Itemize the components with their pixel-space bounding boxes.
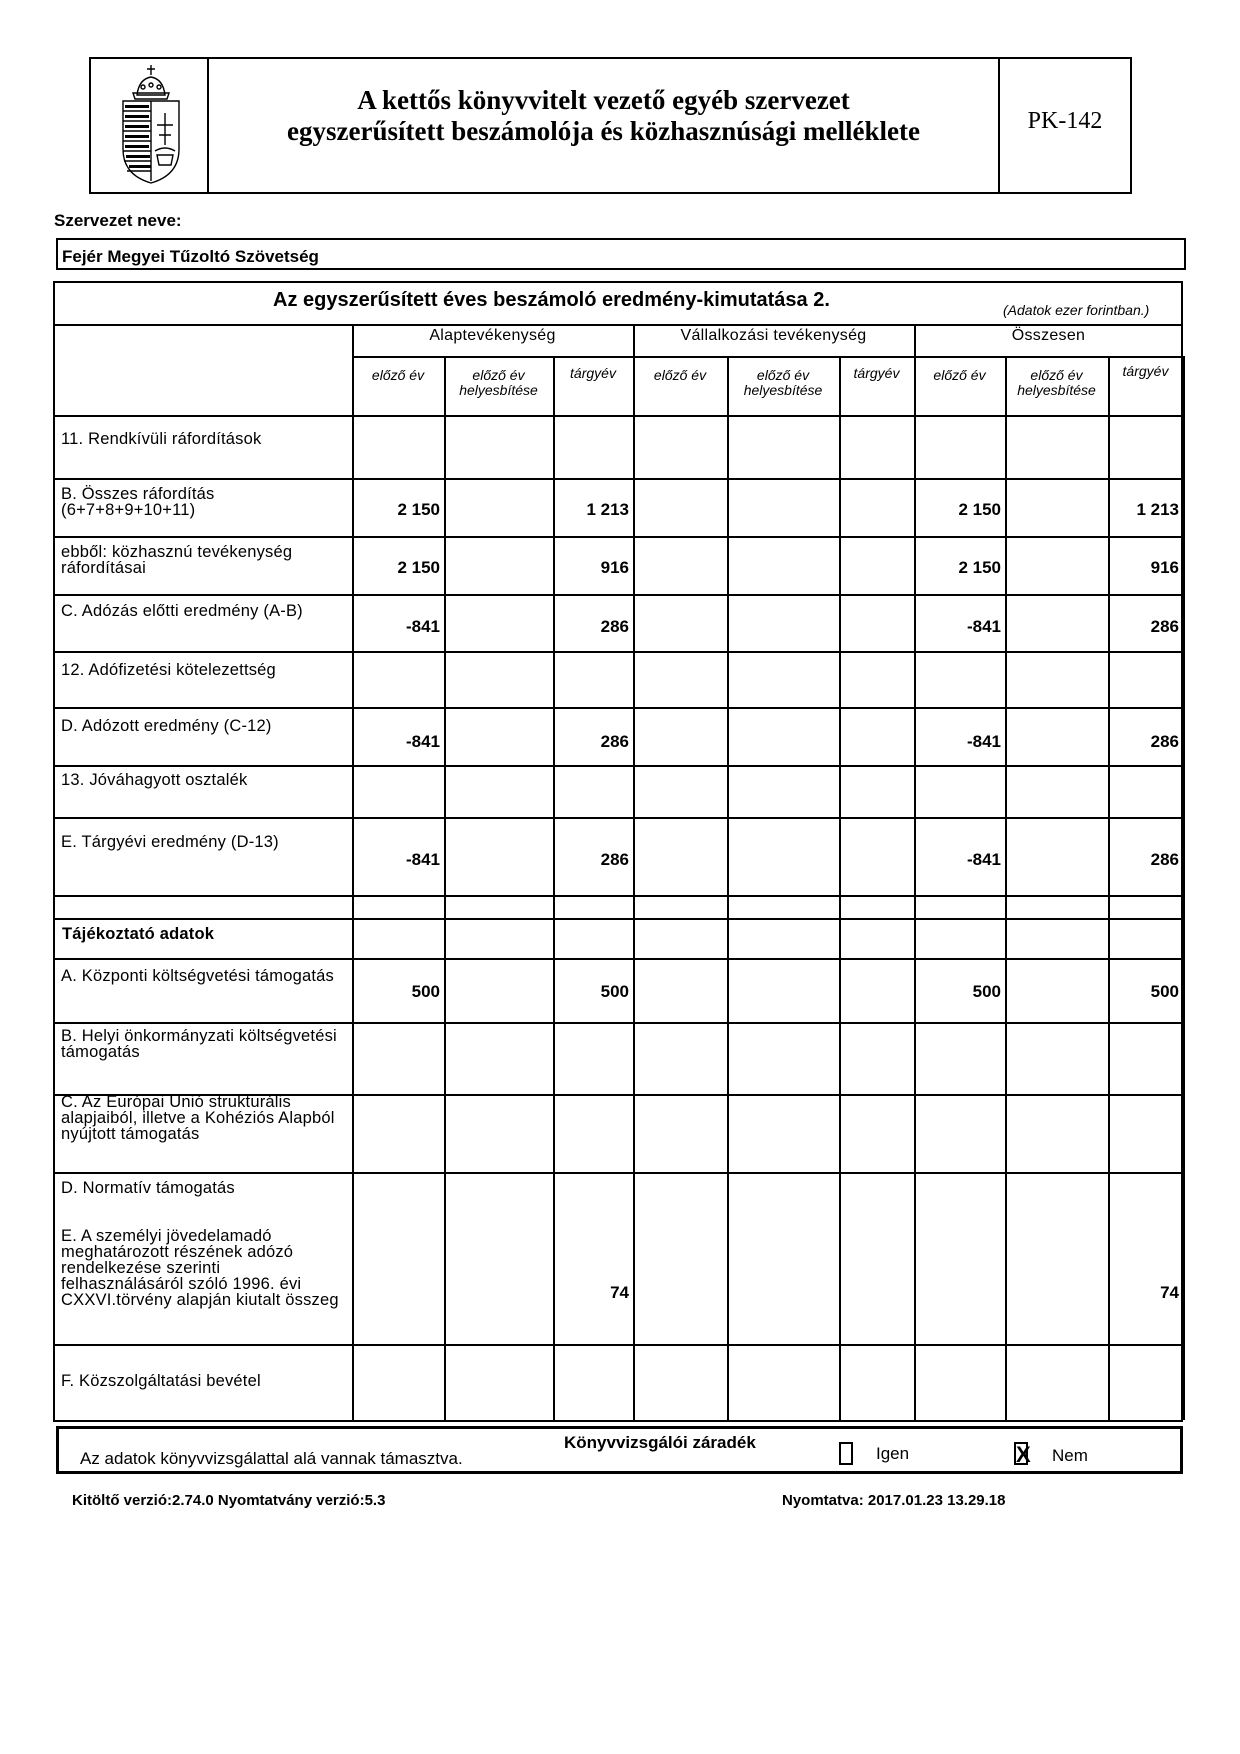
form-title-line2: egyszerűsített beszámolója és közhasznúsági melléklete	[287, 116, 920, 146]
version-info: Kitöltő verzió:2.74.0 Nyomtatvány verzió:5.3	[72, 1492, 386, 1509]
statement-title: Az egyszerűsített éves beszámoló eredmény-kimutatása 2.	[273, 289, 830, 311]
info-value-cell: 500	[972, 982, 1001, 1001]
form-title	[209, 85, 998, 147]
info-row-label: F. Közszolgáltatási bevétel	[61, 1372, 261, 1390]
no-check-mark: X	[1016, 1442, 1031, 1467]
statement-value-cell: 2 150	[958, 558, 1001, 577]
statement-row-label: 12. Adófizetési kötelezettség	[61, 661, 276, 679]
form-header	[89, 57, 1132, 194]
audit-clause-box	[56, 1426, 1183, 1474]
statement-value-cell: 286	[600, 617, 629, 636]
audit-no-checkbox[interactable]	[1014, 1442, 1031, 1467]
statement-value-cell: -841	[405, 617, 440, 636]
column-subheader: előző év helyesbítése	[743, 367, 823, 398]
info-value-cell: 74	[610, 1283, 629, 1302]
print-timestamp: Nyomtatva: 2017.01.23 13.29.18	[782, 1492, 1006, 1509]
statement-value-cell: 2 150	[958, 500, 1001, 519]
statement-value-cell: 916	[1150, 558, 1179, 577]
statement-value-cell: 286	[1150, 732, 1179, 751]
group-header-vallalkozasi: Vállalkozási tevékenység	[680, 327, 867, 344]
statement-value-cell: 1 213	[586, 500, 629, 519]
coat-of-arms-icon	[117, 65, 185, 185]
organization-name: Fejér Megyei Tűzoltó Szövetség	[62, 247, 319, 266]
audit-yes-checkbox[interactable]	[839, 1442, 853, 1465]
audit-no-label: Nem	[1052, 1446, 1088, 1465]
statement-value-cell: 286	[600, 732, 629, 751]
form-code: PK-142	[1027, 108, 1103, 134]
column-subheader: előző év helyesbítése	[459, 367, 538, 398]
organization-name-field	[56, 238, 1186, 270]
statement-value-cell: 1 213	[1136, 500, 1179, 519]
column-subheader: előző év	[933, 367, 986, 383]
column-subheader: tárgyév	[853, 365, 900, 381]
info-row-label: A. Központi költségvetési támogatás	[61, 967, 334, 985]
statement-row-label: D. Adózott eredmény (C-12)	[61, 717, 272, 735]
column-subheader: tárgyév	[570, 365, 616, 381]
statement-row-label: C. Adózás előtti eredmény (A-B)	[61, 602, 303, 620]
organization-label: Szervezet neve:	[54, 211, 182, 230]
statement-value-cell: 2 150	[397, 558, 440, 577]
statement-value-cell: 286	[1150, 617, 1179, 636]
info-row-label: C. Az Európai Unió strukturális alapjaiból, illetve a Kohéziós Alapból nyújtott támogatás	[61, 1093, 335, 1143]
statement-row-label: ebből: közhasznú tevékenység ráfordításai	[61, 543, 293, 577]
statement-value-cell: -841	[966, 850, 1001, 869]
group-header-osszesen: Összesen	[1011, 327, 1086, 344]
statement-row-label: 11. Rendkívüli ráfordítások	[61, 430, 262, 448]
unit-note: (Adatok ezer forintban.)	[1003, 302, 1150, 318]
audit-yes-label: Igen	[876, 1444, 910, 1463]
form-title-line1: A kettős könyvvitelt vezető egyéb szervezet	[357, 85, 850, 115]
info-row-label: E. A személyi jövedelamadó meghatározott részének adózó rendelkezése szerinti felhasználásáról szóló 1996. évi CXXVI.törvény alapján kiutalt összeg	[61, 1227, 339, 1309]
statement-row-label: E. Tárgyévi eredmény (D-13)	[61, 833, 279, 851]
statement-value-cell: -841	[966, 617, 1001, 636]
column-subheader: előző év helyesbítése	[1017, 367, 1096, 398]
audit-title: Könyvvizsgálói záradék	[564, 1433, 756, 1452]
info-value-cell: 500	[411, 982, 440, 1001]
statement-value-cell: 2 150	[397, 500, 440, 519]
statement-value-cell: 286	[1150, 850, 1179, 869]
column-subheader: előző év	[653, 367, 707, 383]
info-row-label: B. Helyi önkormányzati költségvetési támogatás	[61, 1027, 337, 1061]
info-section-title: Tájékoztató adatok	[62, 925, 215, 943]
audit-statement: Az adatok könyvvizsgálattal alá vannak támasztva.	[80, 1449, 463, 1468]
info-value-cell: 74	[1160, 1283, 1179, 1302]
statement-value-cell: -841	[405, 732, 440, 751]
info-row-label: D. Normatív támogatás	[61, 1179, 235, 1197]
group-header-alaptevekenyseg: Alaptevékenység	[429, 327, 556, 344]
statement-value-cell: 916	[600, 558, 629, 577]
statement-row-label: 13. Jóváhagyott osztalék	[61, 771, 248, 789]
info-value-cell: 500	[600, 982, 629, 1001]
statement-value-cell: -841	[966, 732, 1001, 751]
column-subheader: tárgyév	[1122, 363, 1169, 379]
statement-value-cell: 286	[600, 850, 629, 869]
statement-value-cell: -841	[405, 850, 440, 869]
info-value-cell: 500	[1150, 982, 1179, 1001]
column-subheader: előző év	[371, 367, 425, 383]
statement-row-label: B. Összes ráfordítás (6+7+8+9+10+11)	[61, 485, 215, 519]
